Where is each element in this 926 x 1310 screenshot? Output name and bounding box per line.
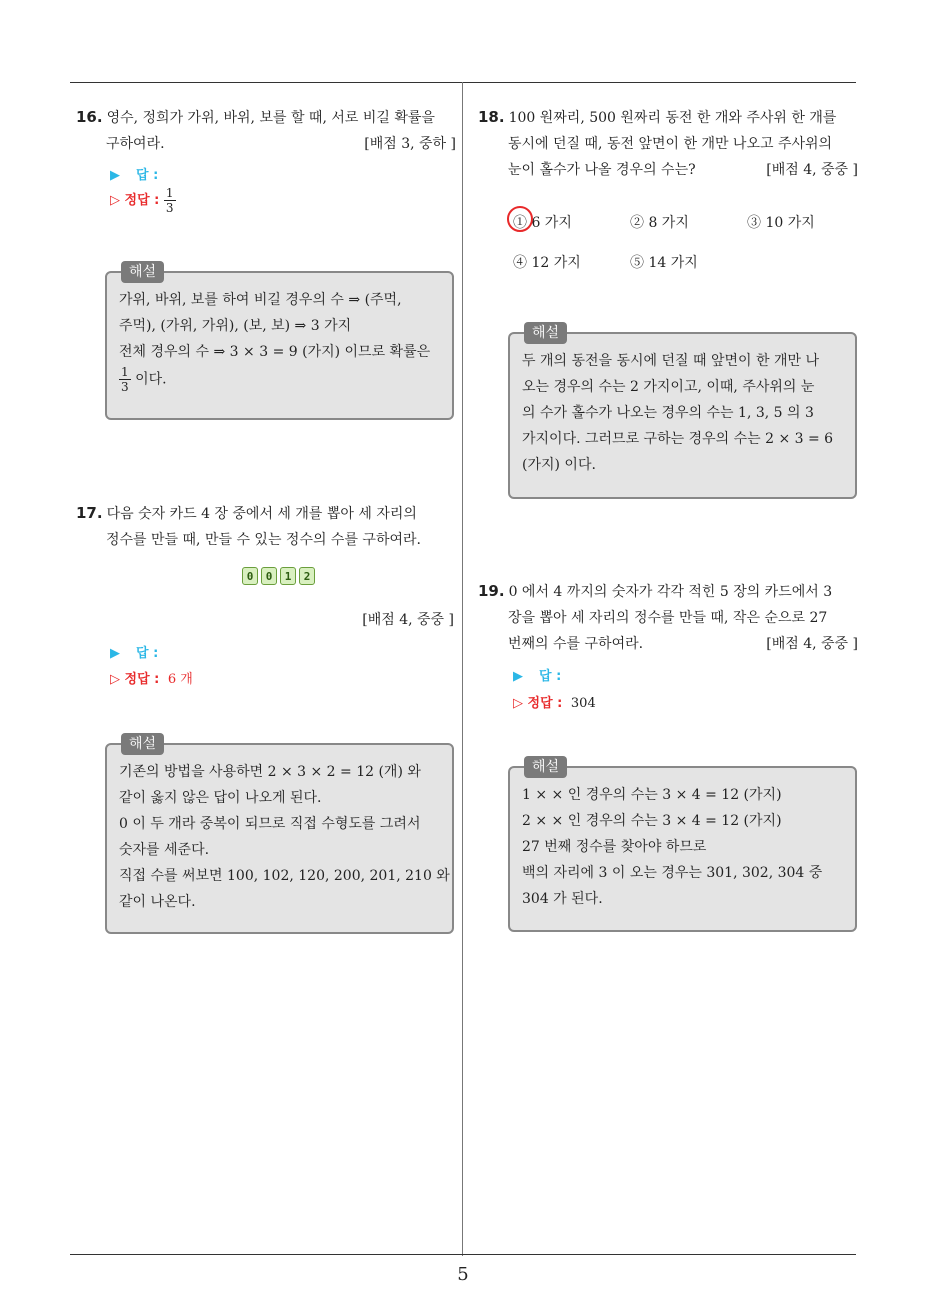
question-17 (76, 500, 456, 553)
explanation-line: 304 가 된다. (522, 891, 603, 907)
question-number: 17. (76, 504, 103, 522)
play-icon: ▶ (513, 669, 523, 684)
correct-label: 정답 : (124, 193, 160, 208)
top-rule (70, 82, 856, 83)
explanation-line: 2 × × 인 경우의 수는 3 × 4 = 12 (가지) (522, 813, 782, 829)
explanation-line: 같이 나온다. (119, 894, 196, 910)
choice-4[interactable]: ④ 12 가지 (513, 255, 581, 271)
correct-label: 정답 : (124, 672, 160, 687)
number-card: 1 (280, 567, 296, 585)
question-19 (478, 578, 858, 657)
score-label: [배점 4, 중중 ] (766, 636, 858, 652)
answer-label: 답 : (136, 168, 159, 183)
choice-2[interactable]: ② 8 가지 (630, 215, 689, 231)
fraction: $\frac{1}{3}$ (165, 186, 174, 215)
question-text: 구하여라. (106, 136, 165, 152)
choices (513, 212, 853, 272)
explanation-line: 직접 수를 써보면 100, 102, 120, 200, 201, 210 와 (119, 868, 450, 884)
play-icon: ▶ (110, 646, 120, 661)
number-cards (242, 567, 315, 585)
explanation-line: $\frac{1}{3}$ 이다. (121, 365, 167, 394)
bottom-rule (70, 1254, 856, 1255)
explanation-box (105, 264, 454, 420)
explanation-box (105, 736, 454, 934)
explanation-line: 가지이다. 그러므로 구하는 경우의 수는 2 × 3 = 6 (522, 431, 834, 447)
explanation-tag: 해설 (524, 322, 567, 344)
explanation-line: 의 수가 홀수가 나오는 경우의 수는 1, 3, 5 의 3 (522, 405, 814, 421)
explanation-box (508, 325, 857, 499)
selected-circle-icon (507, 206, 533, 232)
explanation-line: (가지) 이다. (522, 457, 596, 473)
question-number: 16. (76, 108, 103, 126)
question-text: 다음 숫자 카드 4 장 중에서 세 개를 뽑아 세 자리의 (106, 506, 417, 522)
triangle-outline-icon: ▷ (513, 696, 523, 711)
number-card: 0 (242, 567, 258, 585)
answer-label: 답 : (136, 646, 159, 661)
correct-answer (110, 668, 193, 687)
correct-label: 정답 : (527, 696, 563, 711)
question-18 (478, 104, 858, 183)
score-label: [배점 4, 중중 ] (766, 162, 858, 178)
explanation-tag: 해설 (524, 756, 567, 778)
triangle-outline-icon: ▷ (110, 193, 120, 208)
explanation-line: 전체 경우의 수 ⇒ 3 × 3 = 9 (가지) 이므로 확률은 (119, 344, 431, 360)
question-text: 눈이 홀수가 나올 경우의 수는? (508, 162, 696, 178)
question-16 (76, 104, 456, 157)
correct-answer (110, 186, 176, 215)
number-card: 2 (299, 567, 315, 585)
play-icon: ▶ (110, 168, 120, 183)
triangle-outline-icon: ▷ (110, 672, 120, 687)
explanation-line: 가위, 바위, 보를 하여 비길 경우의 수 ⇒ (주먹, (119, 292, 402, 308)
explanation-line: 27 번째 정수를 찾아야 하므로 (522, 839, 707, 855)
explanation-tag: 해설 (121, 261, 164, 283)
explanation-box (508, 759, 857, 932)
explanation-line: 같이 옳지 않은 답이 나오게 된다. (119, 790, 322, 806)
explanation-line: 주먹), (가위, 가위), (보, 보) ⇒ 3 가지 (119, 318, 352, 334)
correct-answer (513, 692, 596, 711)
explanation-line: 0 이 두 개라 중복이 되므로 직접 수형도를 그려서 (119, 816, 421, 832)
explanation-line: 백의 자리에 3 이 오는 경우는 301, 302, 304 중 (522, 865, 823, 881)
question-number: 18. (478, 108, 505, 126)
explanation-line: 기존의 방법을 사용하면 2 × 3 × 2 = 12 (개) 와 (119, 764, 421, 780)
column-divider (462, 82, 463, 1256)
question-text: 동시에 던질 때, 동전 앞면이 한 개만 나오고 주사위의 (508, 136, 833, 152)
question-text: 장을 뽑아 세 자리의 정수를 만들 때, 작은 순으로 27 (508, 610, 828, 626)
explanation-line: 1 × × 인 경우의 수는 3 × 4 = 12 (가지) (522, 787, 782, 803)
question-text: 영수, 정희가 가위, 바위, 보를 할 때, 서로 비길 확률을 (106, 110, 435, 126)
answer-field[interactable] (110, 642, 158, 661)
question-text: 0 에서 4 까지의 숫자가 각각 적힌 5 장의 카드에서 3 (508, 584, 833, 600)
explanation-line: 두 개의 동전을 동시에 던질 때 앞면이 한 개만 나 (522, 353, 820, 369)
answer-label: 답 : (539, 669, 562, 684)
score-label: [배점 4, 중중 ] (362, 612, 454, 628)
explanation-line: 오는 경우의 수는 2 가지이고, 이때, 주사위의 눈 (522, 379, 815, 395)
explanation-line: 숫자를 세준다. (119, 842, 210, 858)
correct-value: 304 (570, 696, 596, 711)
choice-1[interactable]: ① 6 가지 (513, 212, 572, 232)
fraction: $\frac{1}{3}$ (121, 365, 129, 394)
question-text: 정수를 만들 때, 만들 수 있는 정수의 수를 구하여라. (106, 532, 421, 548)
answer-field[interactable] (513, 665, 561, 684)
number-card: 0 (261, 567, 277, 585)
question-text: 100 원짜리, 500 원짜리 동전 한 개와 주사위 한 개를 (508, 110, 837, 126)
question-text: 번째의 수를 구하여라. (508, 636, 644, 652)
choice-5[interactable]: ⑤ 14 가지 (630, 255, 698, 271)
question-number: 19. (478, 582, 505, 600)
explanation-tag: 해설 (121, 733, 164, 755)
answer-field[interactable] (110, 164, 158, 183)
choice-3[interactable]: ③ 10 가지 (747, 215, 815, 231)
score-label: [배점 3, 중하 ] (364, 136, 456, 152)
page-number: 5 (457, 1264, 469, 1285)
correct-value: 6 개 (167, 672, 193, 687)
